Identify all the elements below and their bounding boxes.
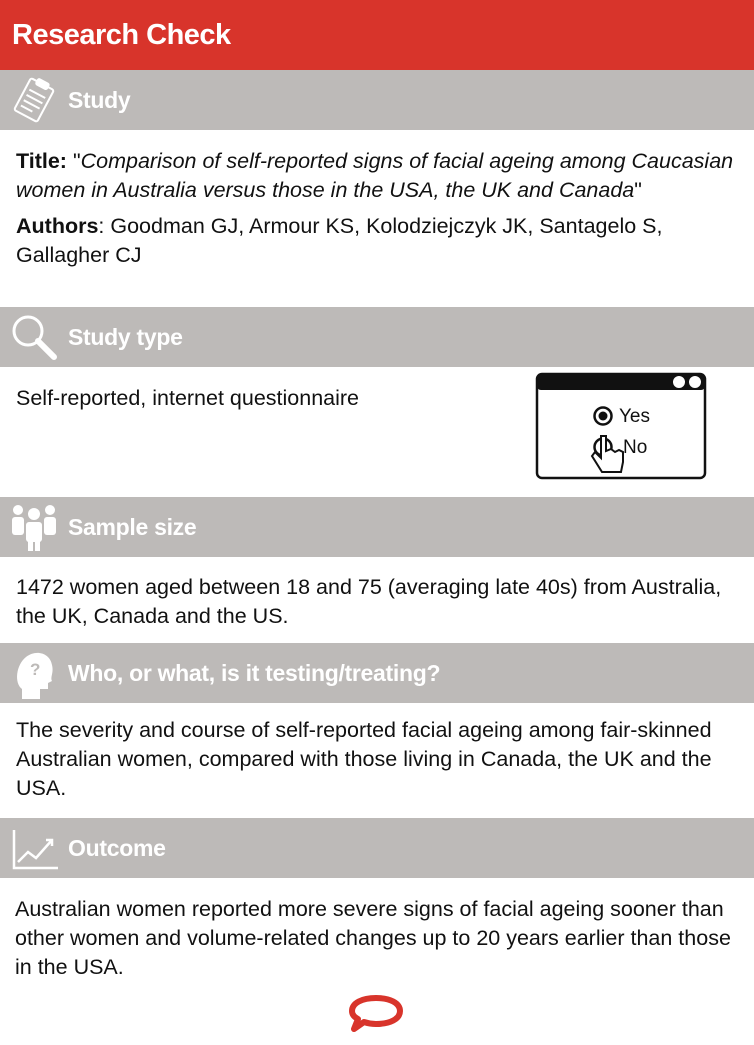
section-heading: Study type <box>68 324 183 350</box>
option-no-label: No <box>623 437 648 458</box>
svg-text:?: ? <box>30 660 41 679</box>
header-bar <box>0 0 754 70</box>
section-header-outcome <box>0 818 754 878</box>
testing-text: The severity and course of self-reported facial ageing among fair-skinned Australian women, compared with those living in Canada, the UK and the USA. <box>16 718 712 800</box>
study-details <box>16 147 738 270</box>
outcome-text: Australian women reported more severe signs of facial ageing sooner than other women and volume-related changes up to 20 years earlier than those in the USA. <box>15 897 731 979</box>
section-heading: Sample size <box>68 514 197 540</box>
authors-text: : Goodman GJ, Armour KS, Kolodziejczyk JK, Santagelo S, Gallagher CJ <box>16 214 663 267</box>
people-icon <box>8 501 60 553</box>
title-text: Comparison of self-reported signs of facial ageing among Caucasian women in Australia versus those in the USA, the UK and Canada <box>16 149 734 202</box>
authors-label: Authors <box>16 214 99 238</box>
title-label: Title: <box>16 149 67 173</box>
section-heading: Outcome <box>68 835 166 861</box>
questionnaire-window-icon <box>535 372 707 492</box>
section-header-sample-size <box>0 497 754 557</box>
section-header-testing <box>0 643 754 703</box>
magnifier-icon <box>8 311 60 363</box>
clipboard-icon <box>8 74 60 126</box>
study-type-text: Self-reported, internet questionnaire <box>16 386 360 410</box>
study-title: Title: "Comparison of self-reported signs of facial ageing among Caucasian women in Australia versus those in the USA, the UK and Canada" <box>16 149 734 202</box>
option-yes-label: Yes <box>619 406 650 427</box>
section-heading: Who, or what, is it testing/treating? <box>68 660 441 686</box>
section-header-study <box>0 70 754 130</box>
section-heading: Study <box>68 87 131 113</box>
the-conversation-logo-icon <box>346 994 406 1032</box>
page-title: Research Check <box>12 19 231 51</box>
study-authors <box>16 212 738 270</box>
head-question-icon <box>8 647 60 699</box>
line-chart-icon <box>8 822 60 874</box>
section-header-study-type <box>0 307 754 367</box>
sample-size-text: 1472 women aged between 18 and 75 (averaging late 40s) from Australia, the UK, Canada and the US. <box>16 575 722 628</box>
